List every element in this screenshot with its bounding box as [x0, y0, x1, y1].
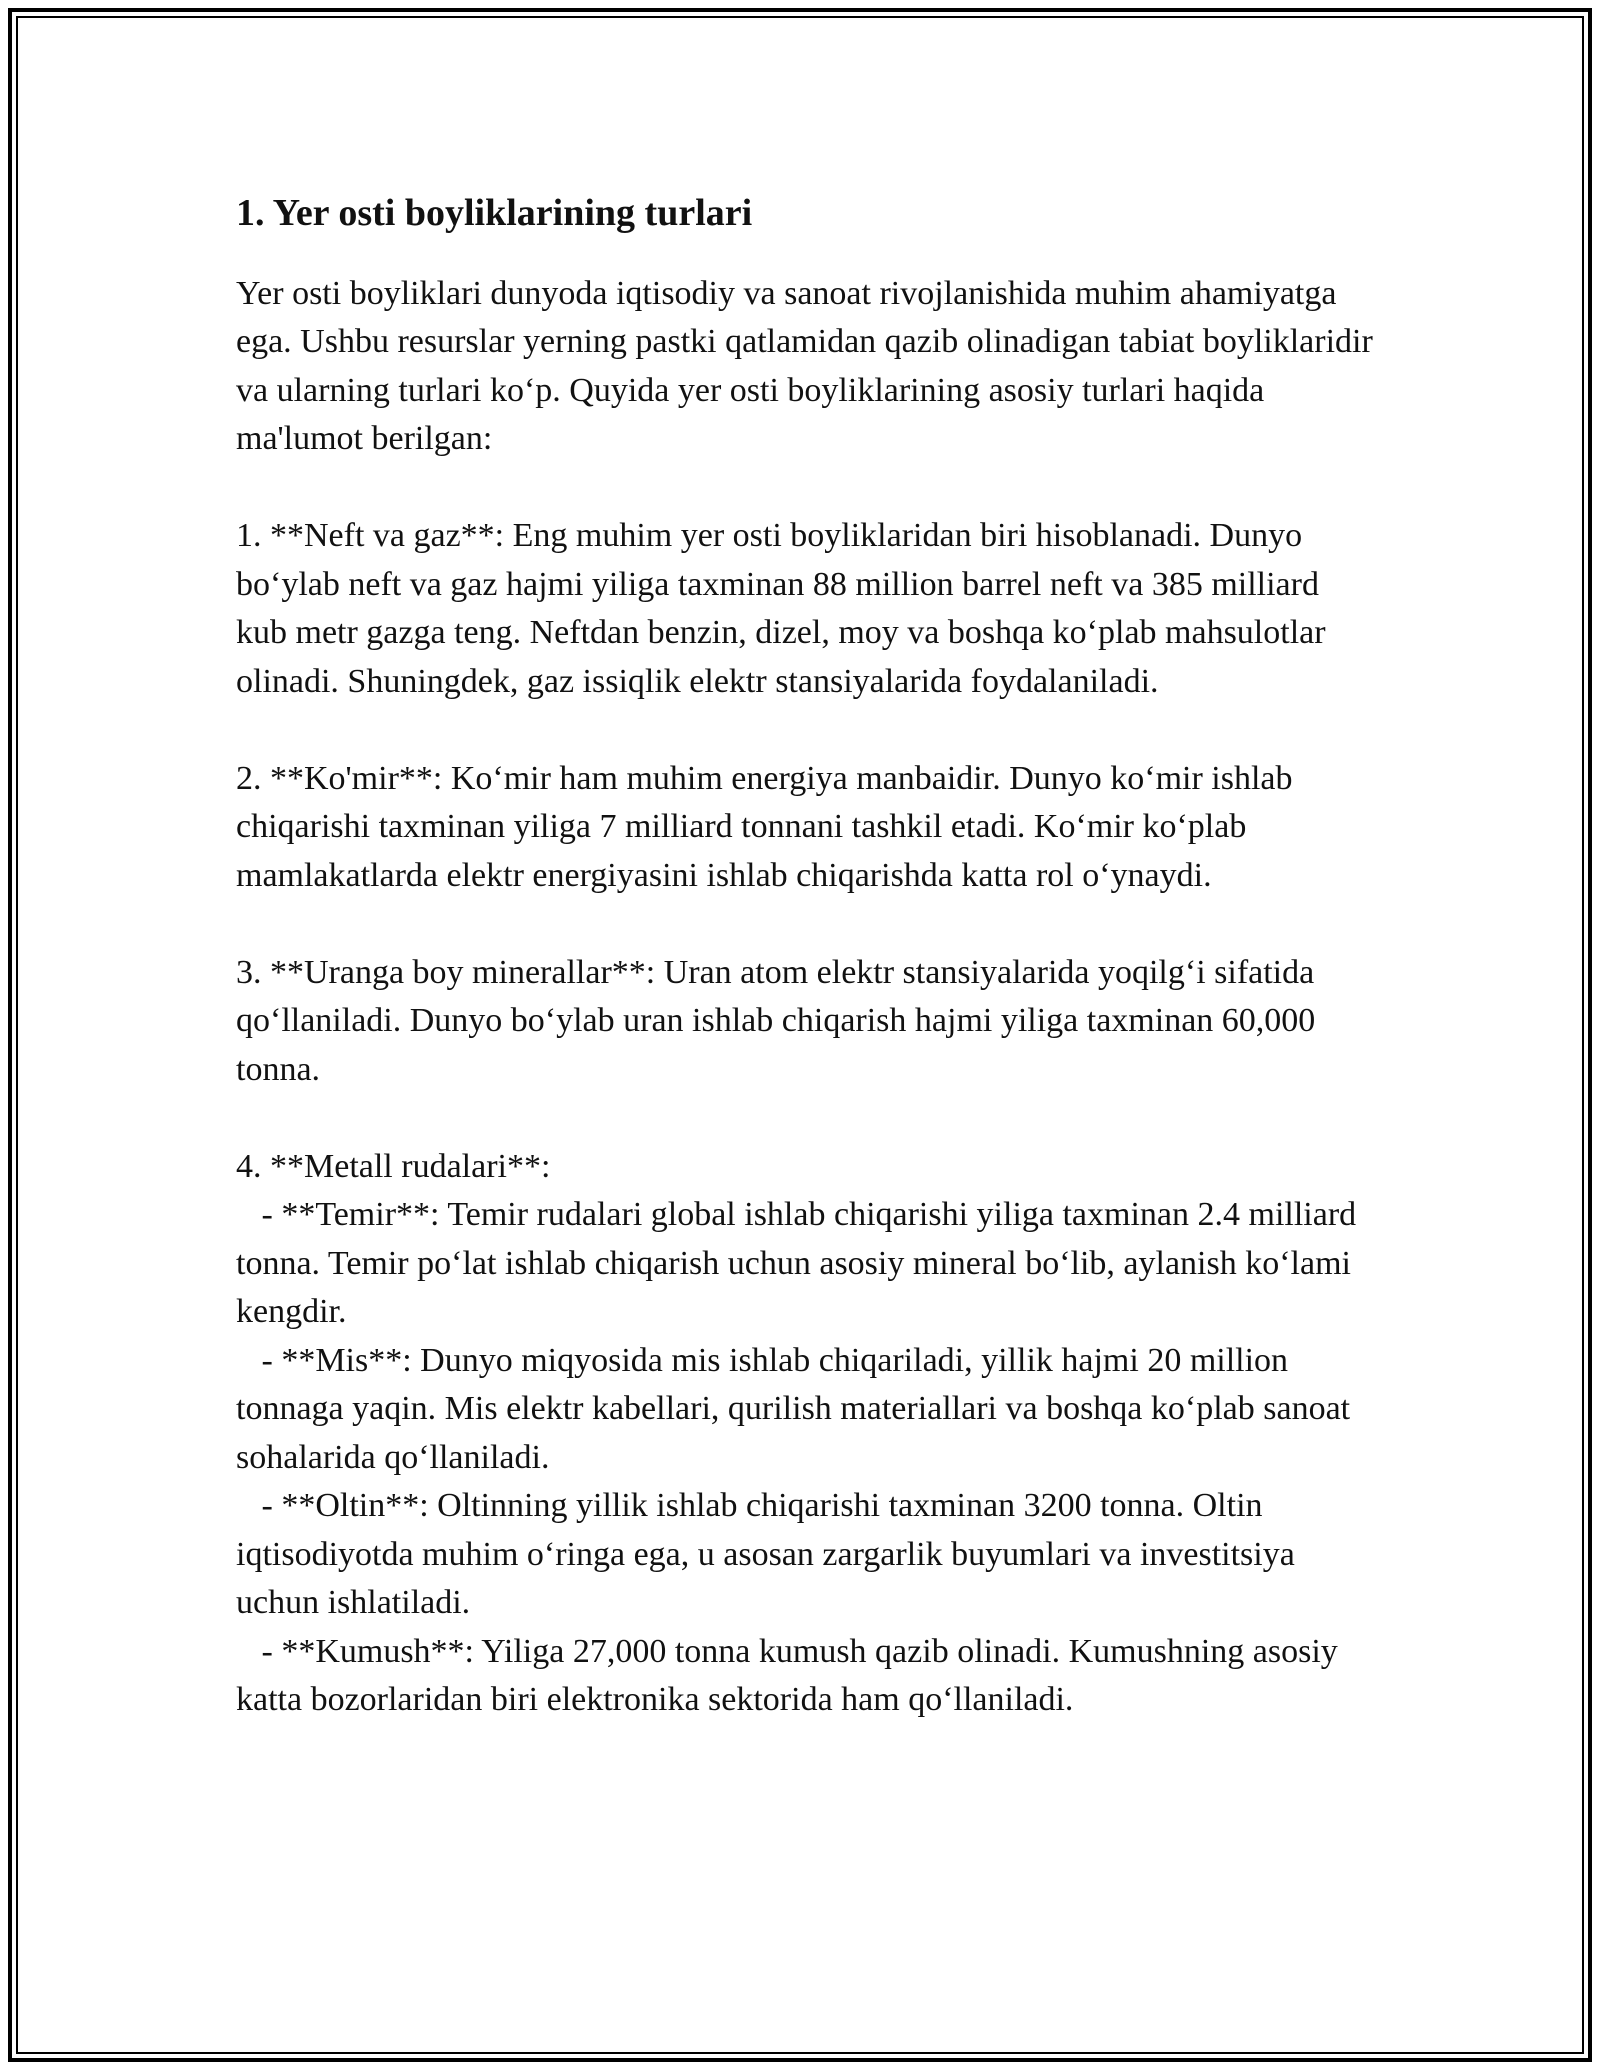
section-heading: 1. Yer osti boyliklarining turlari — [236, 192, 753, 234]
paragraph-gap — [236, 1094, 1376, 1143]
paragraph-gap — [236, 900, 1376, 949]
item-oil-gas: 1. **Neft va gaz**: Eng muhim yer osti boyliklaridan biri hisoblanadi. Dunyo bo‘ylab neft va gaz hajmi yiliga taxminan 88 million barrel neft va 385 milliard kub metr gazga teng. Neftdan benzin, dizel, moy va boshqa ko‘plab mahsulotlar olinadi. Shuningdek, gaz issiqlik elektr stansiyalarida foydalaniladi. — [236, 517, 1326, 700]
document-body — [236, 180, 1376, 1725]
metal-iron: - **Temir**: Temir rudalari global ishlab chiqarishi yiliga taxminan 2.4 milliard tonna. Temir po‘lat ishlab chiqarish uchun asosiy mineral bo‘lib, aylanish ko‘lami kengdir. — [236, 1196, 1365, 1330]
paragraph-gap — [236, 706, 1376, 755]
item-coal: 2. **Ko'mir**: Ko‘mir ham muhim energiya manbaidir. Dunyo ko‘mir ishlab chiqarishi taxminan yiliga 7 milliard tonnani tashkil etadi. Ko‘mir ko‘plab mamlakatlarda elektr energiyasini ishlab chiqarishda katta rol o‘ynaydi. — [236, 759, 1293, 894]
item-uranium: 3. **Uranga boy minerallar**: Uran atom elektr stansiyalarida yoqilg‘i sifatida qo‘llaniladi. Dunyo bo‘ylab uran ishlab chiqarish hajmi yiliga taxminan 60,000 tonna. — [236, 953, 1316, 1088]
metal-gold: - **Oltin**: Oltinning yillik ishlab chiqarishi taxminan 3200 tonna. Oltin iqtisodiyotda muhim o‘ringa ega, u asosan zargarlik buyumlari va investitsiya uchun ishlatiladi. — [236, 1487, 1304, 1621]
intro-paragraph: Yer osti boyliklari dunyoda iqtisodiy va sanoat rivojlanishida muhim ahamiyatga ega. Ushbu resurslar yerning pastki qatlamidan qazib olinadigan tabiat boyliklaridir va ularning turlari ko‘p. Quyida yer osti boyliklarining asosiy turlari haqida ma'lumot berilgan: — [236, 274, 1373, 457]
metal-copper: - **Mis**: Dunyo miqyosida mis ishlab chiqariladi, yillik hajmi 20 million tonnaga yaqin. Mis elektr kabellari, qurilish materiallari va boshqa ko‘plab sanoat sohalarida qo‘llaniladi. — [236, 1341, 1359, 1476]
paragraph-gap — [236, 464, 1376, 513]
metal-silver: - **Kumush**: Yiliga 27,000 tonna kumush qazib olinadi. Kumushning asosiy katta bozorlaridan biri elektronika sektorida ham qo‘llaniladi. — [236, 1632, 1347, 1718]
item-metals-title: 4. **Metall rudalari**: — [236, 1147, 551, 1185]
